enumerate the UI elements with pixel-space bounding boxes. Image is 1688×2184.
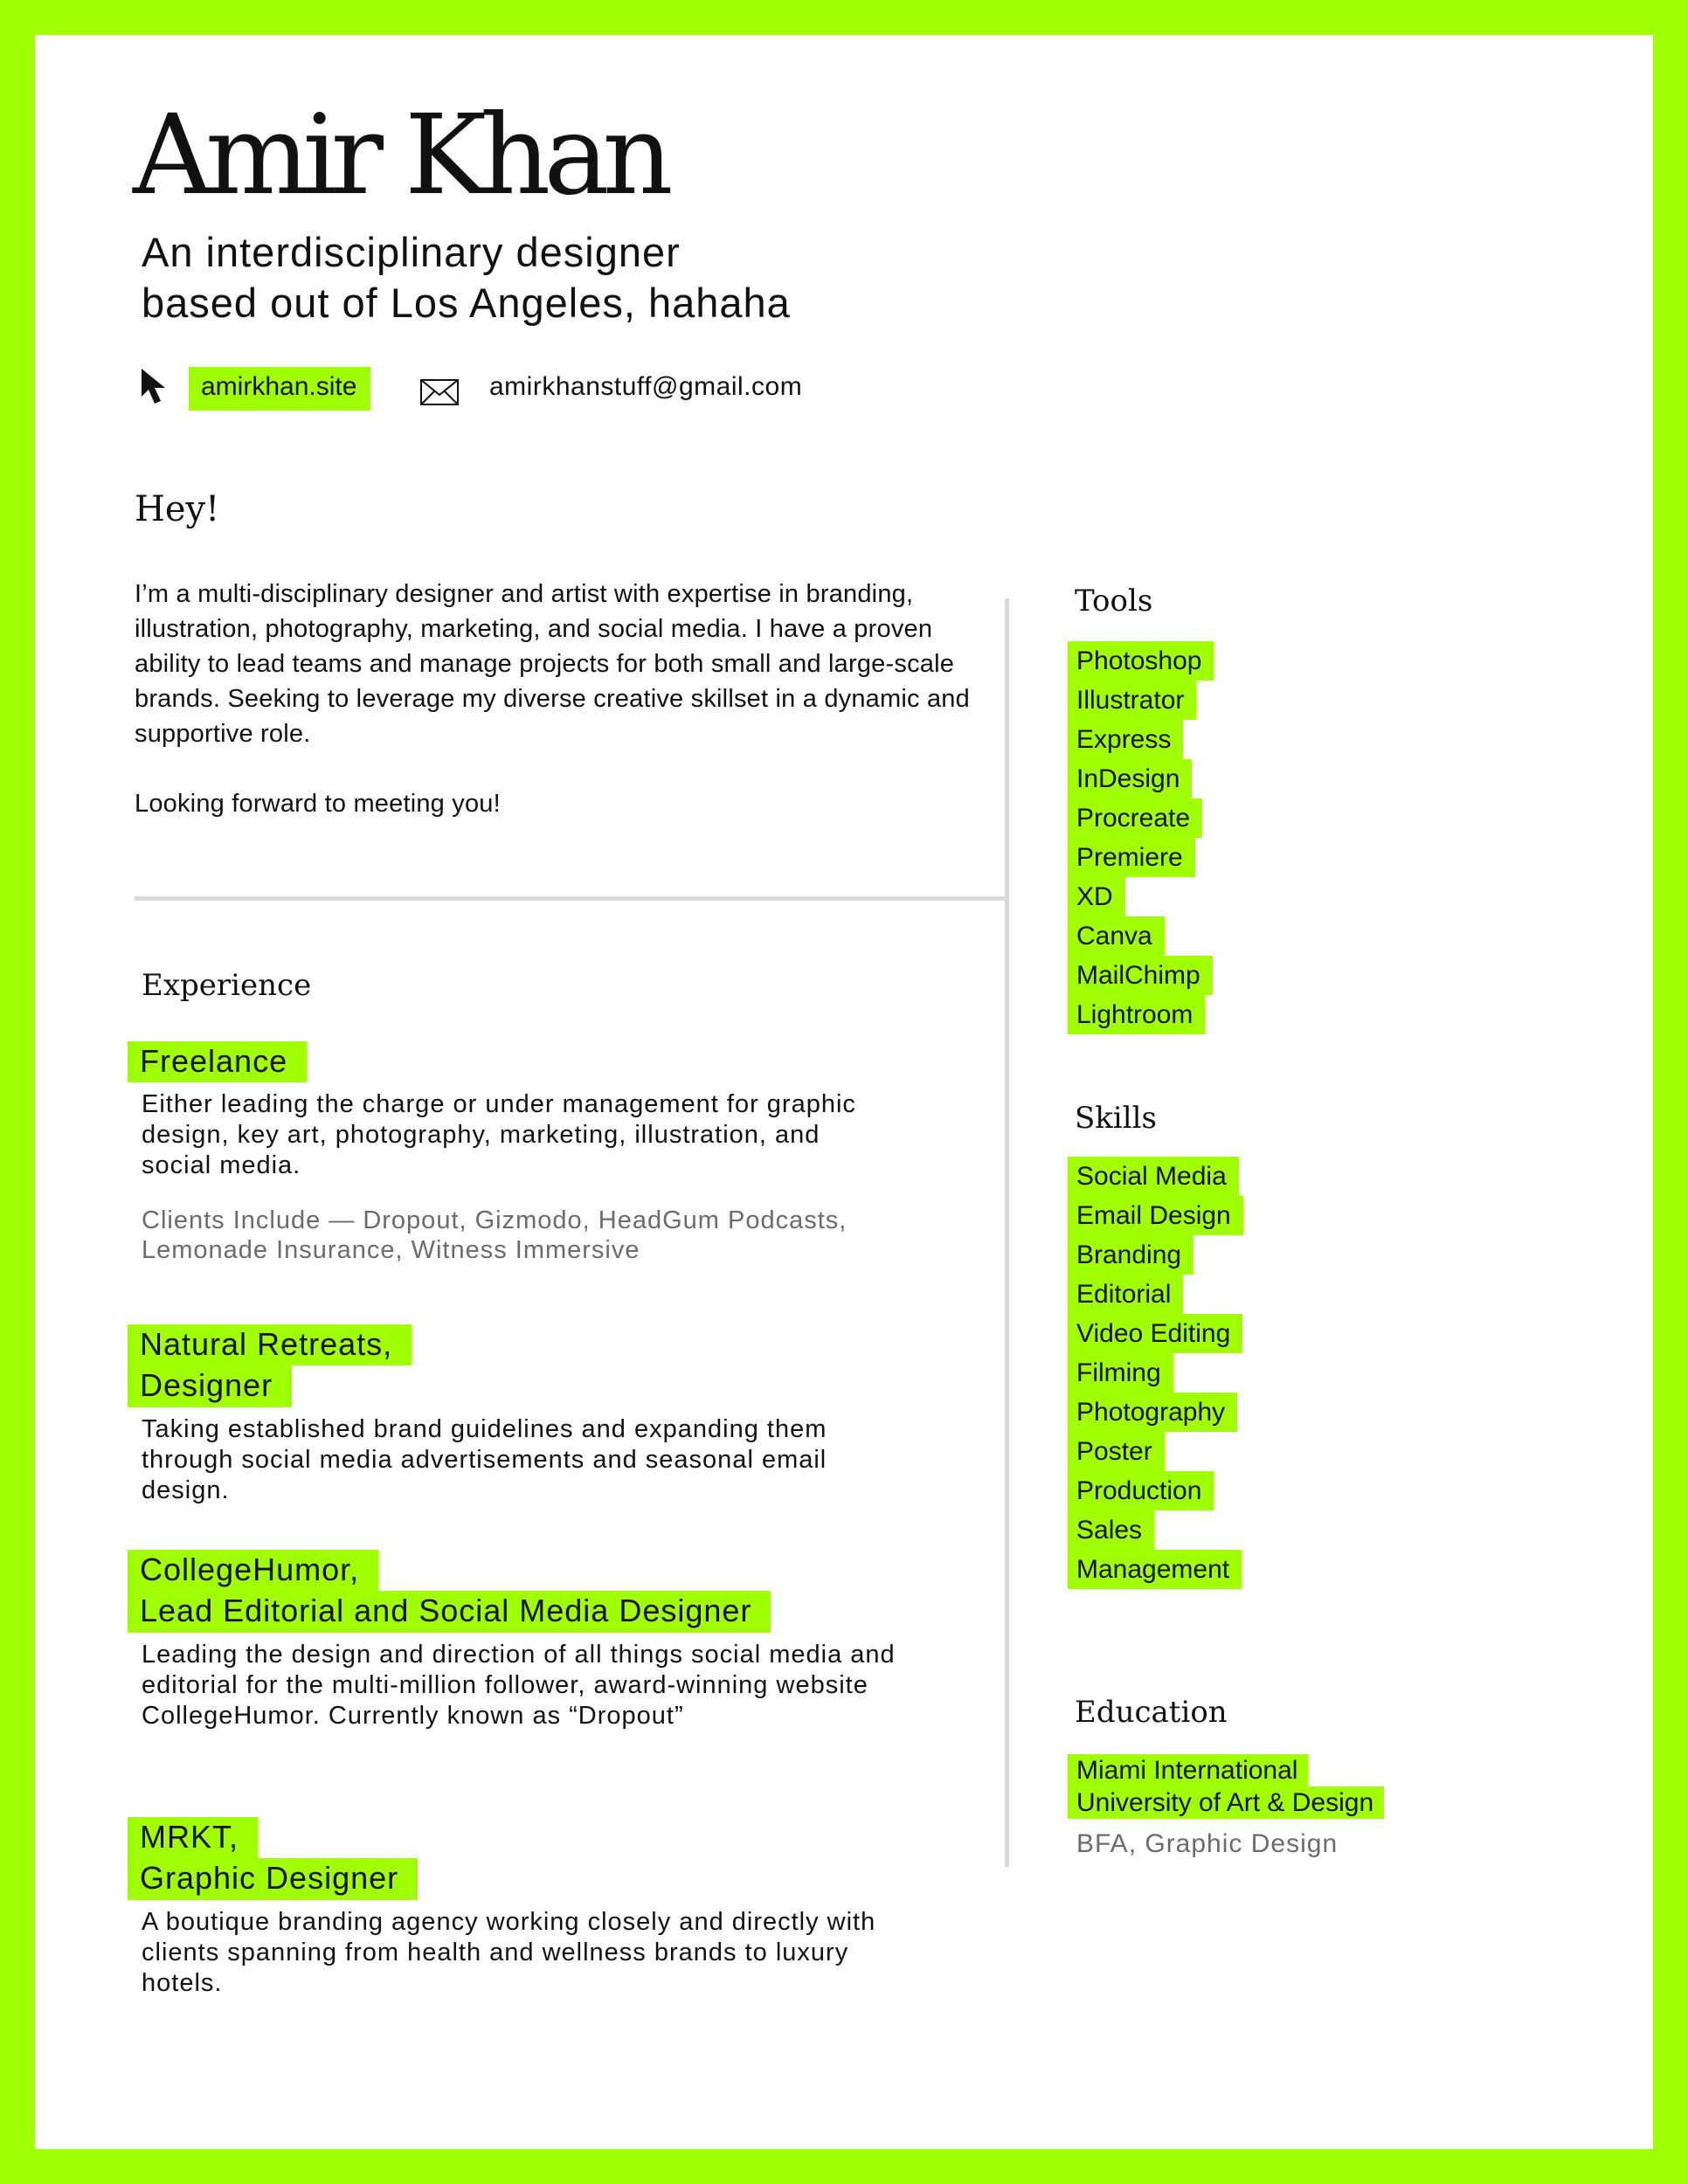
tagline-line-2: based out of Los Angeles, hahaha [142, 280, 791, 326]
school-name-line: University of Art & Design [1068, 1787, 1384, 1819]
tool-tag: Canva [1068, 916, 1165, 956]
tool-tag: Photoshop [1068, 641, 1214, 681]
job-entry-mrkt [128, 1817, 896, 1999]
job-description: Leading the design and direction of all things social media and editorial for the multi-million follower, award-winning website CollegeHumor. Currently known as “Dropout” [142, 1640, 896, 1730]
skill-tag: Editorial [1068, 1275, 1183, 1314]
skill-tag: Management [1068, 1550, 1242, 1589]
job-entry-freelance [128, 1041, 896, 1265]
job-description: A boutique branding agency working closely and directly with clients spanning from health and wellness brands to luxury hotels. [142, 1907, 876, 1997]
skill-tag: Poster [1068, 1432, 1165, 1471]
job-title [128, 1817, 896, 1900]
tool-tag: Lightroom [1068, 995, 1205, 1034]
job-description: Either leading the charge or under management for graphic design, key art, photography, marketing, illustration, and social media. [142, 1090, 856, 1180]
horizontal-divider [135, 896, 1008, 901]
skill-tag: Photography [1068, 1393, 1237, 1432]
skills-heading: Skills [1075, 1101, 1157, 1136]
tool-tag: MailChimp [1068, 956, 1213, 995]
website-link[interactable]: amirkhan.site [189, 367, 370, 411]
tool-tag: XD [1068, 877, 1125, 916]
tool-tag: InDesign [1068, 759, 1192, 798]
job-clients: Clients Include — Dropout, Gizmodo, HeadGum Podcasts, Lemonade Insurance, Witness Immersive [142, 1206, 847, 1265]
tool-tag: Illustrator [1068, 681, 1196, 720]
skills-list [1068, 1157, 1243, 1589]
job-description: Taking established brand guidelines and expanding them through social media advertisements and seasonal email design. [142, 1414, 827, 1504]
greeting-heading: Hey! [135, 489, 220, 529]
job-title-line: Graphic Designer [128, 1858, 418, 1899]
person-name: Amir Khan [133, 91, 667, 219]
education-heading: Education [1075, 1695, 1228, 1730]
job-title [128, 1550, 896, 1633]
skill-tag: Filming [1068, 1353, 1173, 1393]
job-title [128, 1041, 896, 1082]
skill-tag: Production [1068, 1471, 1214, 1510]
job-title-line: Lead Editorial and Social Media Designer [128, 1591, 771, 1632]
tool-tag: Premiere [1068, 838, 1195, 877]
job-title-line: Natural Retreats, [128, 1324, 412, 1365]
intro-closing: Looking forward to meeting you! [135, 790, 501, 818]
tools-heading: Tools [1075, 584, 1153, 619]
job-title-line: Designer [128, 1365, 292, 1406]
email-address[interactable]: amirkhanstuff@gmail.com [489, 372, 803, 401]
tagline-line-1: An interdisciplinary designer [142, 229, 681, 275]
skill-tag: Branding [1068, 1235, 1193, 1275]
job-title-line: MRKT, [128, 1817, 258, 1858]
tools-list [1068, 641, 1214, 1034]
skill-tag: Email Design [1068, 1196, 1243, 1235]
job-entry-natural-retreats [128, 1324, 896, 1506]
skill-tag: Video Editing [1068, 1314, 1242, 1353]
job-title-line: Freelance [128, 1041, 307, 1082]
intro-paragraph: I’m a multi-disciplinary designer and artist with expertise in branding, illustration, photography, marketing, and social media. I have a proven ability to lead teams and manage projects for both small and large-scale brands. Seeking to leverage my diverse creative skillset in a dynamic and supportive role. [135, 580, 970, 748]
tool-tag: Express [1068, 720, 1183, 759]
job-title-line: CollegeHumor, [128, 1550, 378, 1591]
vertical-divider [1005, 598, 1009, 1867]
job-entry-collegehumor [128, 1550, 896, 1731]
envelope-icon [419, 377, 460, 407]
education-school [1068, 1754, 1384, 1819]
tagline [142, 227, 1015, 328]
cursor-arrow-icon [138, 367, 175, 407]
skill-tag: Sales [1068, 1510, 1154, 1550]
school-name-line: Miami International [1068, 1754, 1308, 1787]
intro-text [135, 577, 1000, 821]
experience-heading: Experience [142, 968, 312, 1003]
tool-tag: Procreate [1068, 798, 1202, 838]
job-title [128, 1324, 896, 1407]
education-degree: BFA, Graphic Design [1076, 1829, 1339, 1858]
skill-tag: Social Media [1068, 1157, 1239, 1196]
